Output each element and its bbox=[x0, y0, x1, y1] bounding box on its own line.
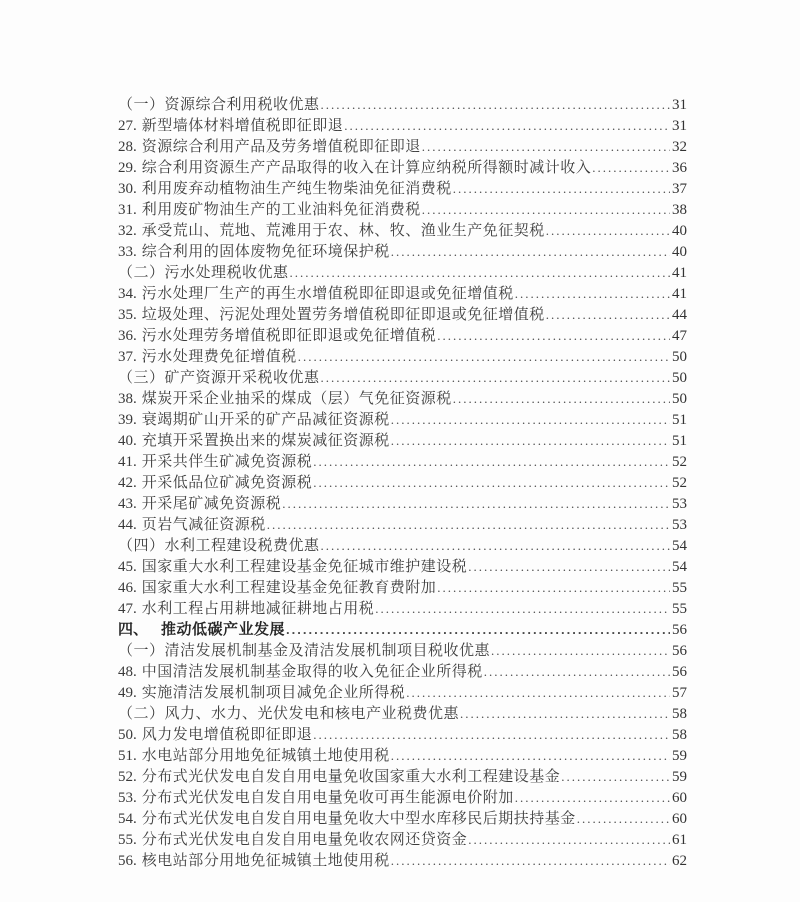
toc-entry-label: （二）风力、水力、光伏发电和核电产业税费优惠 bbox=[118, 706, 460, 722]
toc-entry-number: 31. bbox=[118, 202, 137, 218]
toc-entry-page: 52 bbox=[672, 475, 687, 491]
toc-entry-label: 充填开采置换出来的煤炭减征资源税 bbox=[141, 433, 390, 449]
toc-entry-number: 43. bbox=[118, 496, 137, 512]
toc-entry-label: 资源综合利用产品及劳务增值税即征即退 bbox=[141, 139, 421, 155]
toc-entry-label: 分布式光伏发电自发自用电量免收农网还贷资金 bbox=[141, 832, 468, 848]
toc-entry bbox=[118, 724, 687, 745]
toc-entry-label: 利用废弃动植物油生产纯生物柴油免征消费税 bbox=[141, 181, 452, 197]
toc-entry-page: 56 bbox=[672, 622, 687, 638]
toc-entry-page: 44 bbox=[672, 307, 687, 323]
toc-list bbox=[118, 94, 687, 871]
toc-dot-leader bbox=[267, 514, 670, 535]
toc-dot-leader bbox=[313, 724, 670, 745]
toc-entry bbox=[118, 451, 687, 472]
toc-entry-label: 污水处理劳务增值税即征即退或免征增值税 bbox=[141, 328, 437, 344]
toc-entry-number: 54. bbox=[118, 811, 137, 827]
toc-entry-label: 页岩气减征资源税 bbox=[141, 517, 266, 533]
toc-dot-leader bbox=[391, 850, 670, 871]
toc-entry-number: 52. bbox=[118, 769, 137, 785]
toc-dot-leader bbox=[290, 262, 670, 283]
toc-entry-label: （三）矿产资源开采税收优惠 bbox=[118, 370, 320, 386]
toc-entry-label: 污水处理厂生产的再生水增值税即征即退或免征增值税 bbox=[141, 286, 514, 302]
toc-entry-page: 59 bbox=[672, 748, 687, 764]
toc-entry-number: 45. bbox=[118, 559, 137, 575]
toc-entry-page: 52 bbox=[672, 454, 687, 470]
toc-entry-page: 58 bbox=[672, 706, 687, 722]
toc-entry-page: 38 bbox=[672, 202, 687, 218]
toc-entry bbox=[118, 661, 687, 682]
toc-dot-leader bbox=[391, 430, 670, 451]
toc-entry-label: 实施清洁发展机制项目减免企业所得税 bbox=[141, 685, 406, 701]
toc-entry bbox=[118, 430, 687, 451]
toc-entry bbox=[118, 199, 687, 220]
toc-entry-label: 承受荒山、荒地、荒滩用于农、林、牧、渔业生产免征契税 bbox=[141, 223, 545, 239]
toc-entry-number: 39. bbox=[118, 412, 137, 428]
toc-entry-number: 48. bbox=[118, 664, 137, 680]
toc-dot-leader bbox=[422, 199, 670, 220]
toc-dot-leader bbox=[453, 388, 670, 409]
toc-dot-leader bbox=[437, 325, 670, 346]
toc-entry-number: 47. bbox=[118, 601, 137, 617]
toc-entry bbox=[118, 388, 687, 409]
toc-entry-label: 中国清洁发展机制基金取得的收入免征企业所得税 bbox=[141, 664, 483, 680]
toc-entry-number: 32. bbox=[118, 223, 137, 239]
toc-entry bbox=[118, 472, 687, 493]
toc-entry-label: 水电站部分用地免征城镇土地使用税 bbox=[141, 748, 390, 764]
toc-entry-page: 57 bbox=[672, 685, 687, 701]
toc-dot-leader bbox=[561, 766, 670, 787]
toc-entry-label: 新型墙体材料增值税即征即退 bbox=[141, 118, 344, 134]
toc-entry-page: 59 bbox=[672, 769, 687, 785]
toc-dot-leader bbox=[592, 157, 670, 178]
toc-entry-label: 风力发电增值税即征即退 bbox=[141, 727, 313, 743]
toc-entry bbox=[118, 94, 687, 115]
toc-entry bbox=[118, 514, 687, 535]
toc-dot-leader bbox=[313, 451, 670, 472]
toc-entry-label: 分布式光伏发电自发自用电量免收可再生能源电价附加 bbox=[141, 790, 514, 806]
toc-entry-label: 煤炭开采企业抽采的煤成（层）气免征资源税 bbox=[141, 391, 452, 407]
toc-entry bbox=[118, 682, 687, 703]
toc-entry-label: 分布式光伏发电自发自用电量免收国家重大水利工程建设基金 bbox=[141, 769, 561, 785]
toc-entry-label: 衰竭期矿山开采的矿产品减征资源税 bbox=[141, 412, 390, 428]
toc-dot-leader bbox=[460, 703, 670, 724]
toc-entry-label: （四）水利工程建设税费优惠 bbox=[118, 538, 320, 554]
toc-entry-number: 38. bbox=[118, 391, 137, 407]
toc-entry-label: 垃圾处理、污泥处理处置劳务增值税即征即退或免征增值税 bbox=[141, 307, 545, 323]
toc-entry-number: 34. bbox=[118, 286, 137, 302]
toc-entry-page: 60 bbox=[672, 790, 687, 806]
toc-entry-number: 44. bbox=[118, 517, 137, 533]
toc-entry-page: 51 bbox=[672, 412, 687, 428]
toc-entry-page: 54 bbox=[672, 559, 687, 575]
toc-entry-number: 36. bbox=[118, 328, 137, 344]
toc-entry-number: 27. bbox=[118, 118, 137, 134]
toc-entry bbox=[118, 262, 687, 283]
toc-entry-page: 56 bbox=[672, 643, 687, 659]
toc-entry bbox=[118, 241, 687, 262]
toc-entry bbox=[118, 808, 687, 829]
toc-entry-number: 42. bbox=[118, 475, 137, 491]
toc-entry-label: 综合利用的固体废物免征环境保护税 bbox=[141, 244, 390, 260]
toc-entry-page: 40 bbox=[672, 223, 687, 239]
toc-dot-leader bbox=[282, 493, 670, 514]
toc-entry-label: 污水处理费免征增值税 bbox=[141, 349, 297, 365]
toc-dot-leader bbox=[422, 136, 670, 157]
toc-entry-label: 国家重大水利工程建设基金免征城市维护建设税 bbox=[141, 559, 468, 575]
toc-entry-label: （一）清洁发展机制基金及清洁发展机制项目税收优惠 bbox=[118, 643, 491, 659]
toc-entry-number: 51. bbox=[118, 748, 137, 764]
toc-dot-leader bbox=[375, 598, 670, 619]
toc-entry bbox=[118, 136, 687, 157]
toc-entry bbox=[118, 220, 687, 241]
toc-entry-page: 61 bbox=[672, 832, 687, 848]
toc-entry bbox=[118, 367, 687, 388]
toc-entry bbox=[118, 409, 687, 430]
toc-dot-leader bbox=[484, 661, 670, 682]
toc-entry-number: 35. bbox=[118, 307, 137, 323]
toc-entry-page: 55 bbox=[672, 580, 687, 596]
toc-entry-page: 50 bbox=[672, 349, 687, 365]
toc-entry-label: 利用废矿物油生产的工业油料免征消费税 bbox=[141, 202, 421, 218]
toc-dot-leader bbox=[491, 640, 670, 661]
toc-entry-number: 41. bbox=[118, 454, 137, 470]
toc-entry-page: 62 bbox=[672, 853, 687, 869]
toc-entry bbox=[118, 829, 687, 850]
toc-entry bbox=[118, 178, 687, 199]
toc-dot-leader bbox=[453, 178, 670, 199]
toc-entry-number: 28. bbox=[118, 139, 137, 155]
toc-entry-number: 33. bbox=[118, 244, 137, 260]
toc-entry-page: 60 bbox=[672, 811, 687, 827]
toc-entry-page: 51 bbox=[672, 433, 687, 449]
toc-entry-label: 分布式光伏发电自发自用电量免收大中型水库移民后期扶持基金 bbox=[141, 811, 576, 827]
toc-entry-number: 53. bbox=[118, 790, 137, 806]
toc-entry-page: 50 bbox=[672, 391, 687, 407]
toc-entry-page: 31 bbox=[672, 118, 687, 134]
toc-dot-leader bbox=[515, 787, 670, 808]
toc-entry-number: 56. bbox=[118, 853, 137, 869]
toc-dot-leader bbox=[515, 283, 670, 304]
toc-entry bbox=[118, 325, 687, 346]
toc-entry-page: 40 bbox=[672, 244, 687, 260]
toc-entry bbox=[118, 556, 687, 577]
toc-dot-leader bbox=[286, 619, 670, 640]
toc-entry-number: 29. bbox=[118, 160, 137, 176]
toc-entry bbox=[118, 157, 687, 178]
toc-entry bbox=[118, 787, 687, 808]
toc-dot-leader bbox=[391, 745, 670, 766]
toc-entry-number: 46. bbox=[118, 580, 137, 596]
toc-entry-page: 32 bbox=[672, 139, 687, 155]
toc-entry-page: 53 bbox=[672, 496, 687, 512]
toc-entry-page: 50 bbox=[672, 370, 687, 386]
toc-entry bbox=[118, 535, 687, 556]
toc-entry-label: 推动低碳产业发展 bbox=[161, 621, 286, 638]
toc-dot-leader bbox=[313, 472, 670, 493]
toc-entry-page: 56 bbox=[672, 664, 687, 680]
toc-dot-leader bbox=[468, 556, 670, 577]
toc-entry bbox=[118, 640, 687, 661]
toc-entry-page: 31 bbox=[672, 97, 687, 113]
toc-entry bbox=[118, 850, 687, 871]
toc-dot-leader bbox=[391, 241, 670, 262]
toc-entry-page: 58 bbox=[672, 727, 687, 743]
toc-entry-page: 54 bbox=[672, 538, 687, 554]
toc-entry-page: 36 bbox=[672, 160, 687, 176]
toc-dot-leader bbox=[321, 94, 670, 115]
toc-dot-leader bbox=[437, 577, 670, 598]
toc-entry-label: 国家重大水利工程建设基金免征教育费附加 bbox=[141, 580, 437, 596]
toc-entry bbox=[118, 619, 687, 640]
toc-entry-page: 41 bbox=[672, 286, 687, 302]
toc-entry-number: 50. bbox=[118, 727, 137, 743]
toc-entry bbox=[118, 304, 687, 325]
toc-entry-number: 四、 bbox=[118, 621, 149, 638]
toc-entry-number: 30. bbox=[118, 181, 137, 197]
toc-dot-leader bbox=[468, 829, 670, 850]
toc-entry-label: 核电站部分用地免征城镇土地使用税 bbox=[141, 853, 390, 869]
toc-entry-label: （一）资源综合利用税收优惠 bbox=[118, 97, 320, 113]
toc-entry-label: 开采尾矿减免资源税 bbox=[141, 496, 282, 512]
toc-dot-leader bbox=[298, 346, 670, 367]
toc-entry bbox=[118, 346, 687, 367]
toc-entry-label: 综合利用资源生产产品取得的收入在计算应纳税所得额时减计收入 bbox=[141, 160, 592, 176]
toc-dot-leader bbox=[546, 220, 670, 241]
toc-entry-page: 53 bbox=[672, 517, 687, 533]
toc-dot-leader bbox=[577, 808, 670, 829]
toc-entry bbox=[118, 115, 687, 136]
toc-entry bbox=[118, 493, 687, 514]
toc-entry bbox=[118, 745, 687, 766]
toc-entry-label: 开采共伴生矿减免资源税 bbox=[141, 454, 313, 470]
toc-entry bbox=[118, 703, 687, 724]
toc-entry-label: 开采低品位矿减免资源税 bbox=[141, 475, 313, 491]
toc-dot-leader bbox=[391, 409, 670, 430]
toc-entry bbox=[118, 598, 687, 619]
toc-entry-number: 49. bbox=[118, 685, 137, 701]
toc-dot-leader bbox=[321, 367, 670, 388]
toc-entry-page: 55 bbox=[672, 601, 687, 617]
toc-entry-label: 水利工程占用耕地减征耕地占用税 bbox=[141, 601, 375, 617]
toc-entry bbox=[118, 577, 687, 598]
toc-entry bbox=[118, 283, 687, 304]
toc-entry-page: 41 bbox=[672, 265, 687, 281]
toc-dot-leader bbox=[344, 115, 670, 136]
toc-entry-number: 40. bbox=[118, 433, 137, 449]
toc-entry-page: 47 bbox=[672, 328, 687, 344]
toc-entry bbox=[118, 766, 687, 787]
toc-entry-number: 55. bbox=[118, 832, 137, 848]
toc-dot-leader bbox=[546, 304, 670, 325]
toc-entry-page: 37 bbox=[672, 181, 687, 197]
toc-dot-leader bbox=[406, 682, 670, 703]
toc-entry-number: 37. bbox=[118, 349, 137, 365]
toc-entry-label: （二）污水处理税收优惠 bbox=[118, 265, 289, 281]
toc-dot-leader bbox=[321, 535, 670, 556]
